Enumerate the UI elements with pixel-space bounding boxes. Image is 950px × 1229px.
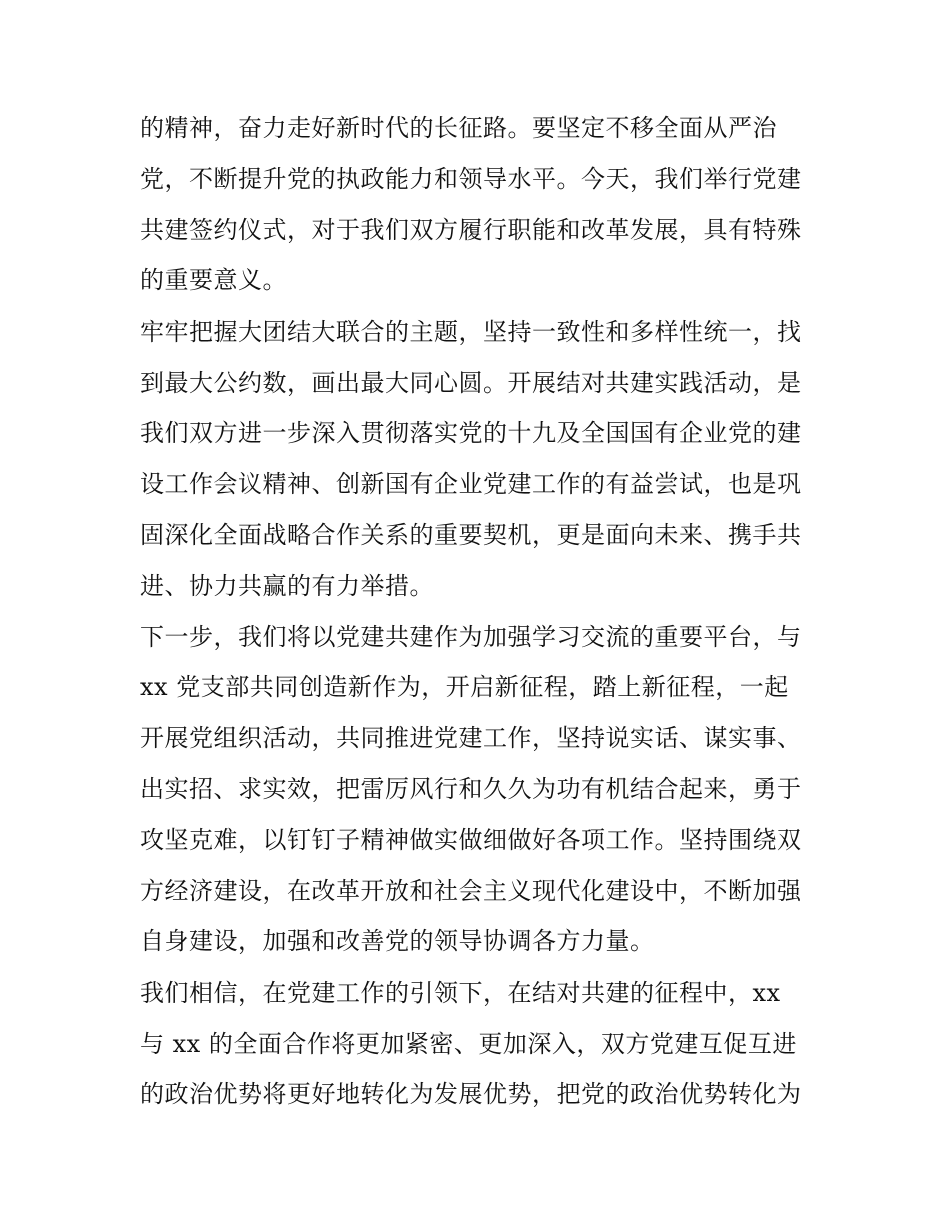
text-line: 共建签约仪式，对于我们双方履行职能和改革发展，具有特殊 — [140, 216, 802, 244]
text-line: 方经济建设，在改革开放和社会主义现代化建设中，不断加强 — [140, 877, 802, 905]
text-line: 的精神，奋力走好新时代的长征路。要坚定不移全面从严治 — [140, 114, 777, 142]
text-line: 出实招、求实效，把雷厉风行和久久为功有机结合起来，勇于 — [140, 775, 802, 803]
text-line: 下一步，我们将以党建共建作为加强学习交流的重要平台，与 — [140, 623, 802, 651]
text-line: 设工作会议精神、创新国有企业党建工作的有益尝试，也是巩 — [140, 470, 802, 498]
text-line: 党，不断提升党的执政能力和领导水平。今天，我们举行党建 — [140, 165, 802, 193]
text-line: 到最大公约数，画出最大同心圆。开展结对共建实践活动，是 — [140, 369, 802, 397]
text-line: 牢牢把握大团结大联合的主题，坚持一致性和多样性统一，找 — [140, 318, 802, 346]
text-line: 我们双方进一步深入贯彻落实党的十九及全国国有企业党的建 — [140, 419, 802, 447]
text-line: 我们相信，在党建工作的引领下，在结对共建的征程中，xx — [140, 979, 781, 1007]
text-line: 固深化全面战略合作关系的重要契机，更是面向未来、携手共 — [140, 521, 802, 549]
text-line: 的政治优势将更好地转化为发展优势，把党的政治优势转化为 — [140, 1080, 802, 1108]
text-line: 进、协力共赢的有力举措。 — [140, 572, 434, 600]
text-line: 与 xx 的全面合作将更加紧密、更加深入，双方党建互促互进 — [140, 1030, 797, 1058]
text-line: xx 党支部共同创造新作为，开启新征程，踏上新征程，一起 — [140, 673, 789, 701]
text-line: 攻坚克难，以钉钉子精神做实做细做好各项工作。坚持围绕双 — [140, 826, 802, 854]
text-line: 开展党组织活动，共同推进党建工作，坚持说实话、谋实事、 — [140, 724, 802, 752]
text-line: 自身建设，加强和改善党的领导协调各方力量。 — [140, 927, 655, 955]
text-line: 的重要意义。 — [140, 266, 287, 294]
